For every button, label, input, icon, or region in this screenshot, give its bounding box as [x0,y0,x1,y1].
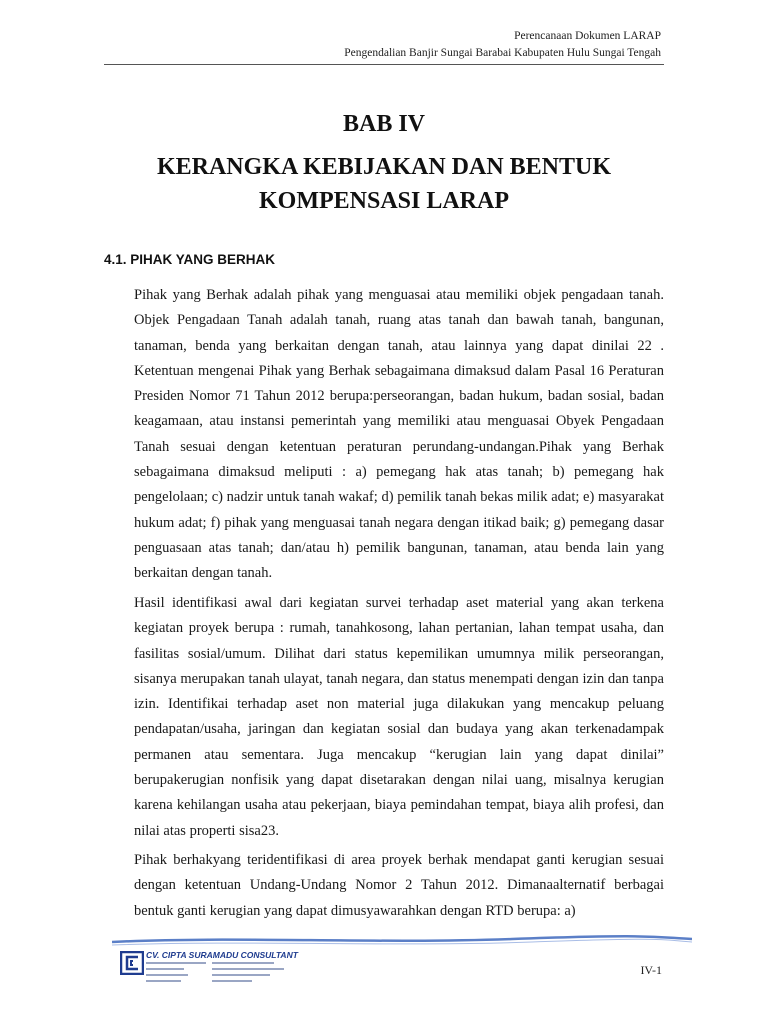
footer-contact-line [146,962,206,964]
footer-contact-line [212,968,284,970]
footer-contact-line [146,974,188,976]
body-paragraph: Pihak yang Berhak adalah pihak yang menguasai atau memiliki objek pengadaan tanah. Objek Pengadaan Tanah adalah tanah, ruang atas tanah dan bawah tanah, bangunan, tanaman, benda yang berkaitan dengan tanah, atau lainnya yang dapat dinilai 22 . Ketentuan mengenai Pihak yang Berhak sebagaimana dimaksud dalam Pasal 16 Peraturan Presiden Nomor 71 Tahun 2012 berupa:perseorangan, badan hukum, badan sosial, badan keagamaan, atau instansi pemerintah yang memiliki atau menguasai Obyek Pengadaan Tanah sesuai dengan ketentuan peraturan perundang-undangan.Pihak yang Berhak sebagaimana dimaksud meliputi : a) pemegang hak atas tanah; b) pemegang hak pengelolaan; c) nadzir untuk tanah wakaf; d) pemilik tanah bekas milik adat; e) masyarakat hukum adat; f) pihak yang menguasai tanah negara dengan itikad baik; g) pemegang dasar penguasaan atas tanah; dan/atau h) pemilik bangunan, tanaman, atau benda lain yang berkaitan dengan tanah. [134,287,664,582]
body-paragraph: Hasil identifikasi awal dari kegiatan survei terhadap aset material yang akan terkena kegiatan proyek berupa : rumah, tanahkosong, lahan pertanian, lahan tempat usaha, dan fasilitas sosial/umum. Dilihat dari status kepemilikan umumnya milik perseorangan, sisanya merupakan tanah ulayat, tanah negara, dan status menempati dengan izin dan tanpa izin. Identifikai terhadap aset non material juga dilakukan yang mencakup peluang pendapatan/usaha, jaringan dan kegiatan sosial dan budaya yang akan terkenadampak permanen atau sementara. Juga mencakup “kerugian lain yang dapat dinilai” berupakerugian nonfisik yang dapat disetarakan dengan nilai uang, misalnya kerugian karena kehilangan usaha atau pekerjaan, biaya pemindahan tempat, biaya alih profesi, dan nilai atas properti sisa23. [134,595,664,839]
footer-contact-line [212,962,274,964]
section-heading: 4.1. PIHAK YANG BERHAK [104,252,276,267]
page-number: IV-1 [640,963,662,977]
company-name: CV. CIPTA SURAMADU CONSULTANT [146,950,298,960]
footer-contact-line [212,974,270,976]
running-header-title: Perencanaan Dokumen LARAP [514,30,661,42]
body-paragraph: Pihak berhakyang teridentifikasi di area proyek berhak mendapat ganti kerugian sesuai dengan ketentuan Undang-Undang Nomor 2 Tahun 2012. Dimanaalternatif berbagai bentuk ganti kerugian yang dapat dimusyawarahkan dengan RTD berupa: a) [134,852,664,919]
chapter-title-line2: KOMPENSASI LARAP [258,188,510,214]
footer-contact-line [146,968,184,970]
chapter-number: BAB IV [342,111,426,137]
footer-contact-line [212,980,252,982]
chapter-title-line1: KERANGKA KEBIJAKAN DAN BENTUK [156,154,612,180]
footer-contact-line [146,980,181,982]
running-header-subtitle: Pengendalian Banjir Sungai Barabai Kabupaten Hulu Sungai Tengah [344,47,661,59]
footer-wave-divider [112,933,692,949]
company-logo-icon [120,951,144,975]
header-divider [104,64,664,65]
